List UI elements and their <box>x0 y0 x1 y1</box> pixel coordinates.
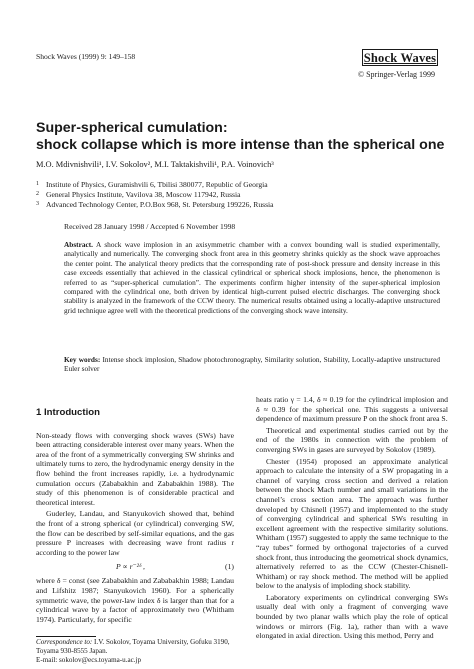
paragraph: Guderley, Landau, and Stanyukovich showed that, behind the front of a strong spherical (or cylindrical) converging SW, the flow can be described by self-similar equations, and the gas pressure P increases with decreasing wave front radius r according to the power law <box>36 509 234 557</box>
affiliation-number: 3 <box>36 201 39 207</box>
affiliation-number: 1 <box>36 181 39 187</box>
keywords <box>64 355 440 374</box>
correspondence-email: E-mail: sokolov@ecs.toyama-u.ac.jp <box>36 656 142 664</box>
received-dates: Received 28 January 1998 / Accepted 6 November 1998 <box>64 222 236 231</box>
affiliation-text: General Physics Institute, Vavilova 38, Moscow 117942, Russia <box>46 190 241 199</box>
paragraph: heats ratio γ = 1.4, δ ≈ 0.19 for the cylindrical implosion and δ ≈ 0.39 for the spherical one. This suggests a universal dependence of maximum pressure P on the shock front area S. <box>256 395 448 424</box>
affiliation-number: 2 <box>36 191 39 197</box>
affiliation-text: Institute of Physics, Guramishvili 6, Tbilisi 380077, Republic of Georgia <box>46 180 268 189</box>
journal-logo: Shock Waves <box>363 51 437 65</box>
paragraph: Chester (1954) proposed an approximate analytical approach to calculate the intensity of a SW propagating in a channel of varying cross section and derived a relation between the shock Mach number and small variations in the channel’s cross section area. The approach was further developed by Chisnell (1957) and implemented to the study of converging cylindrical and spherical SWs resulting in excellent agreement with the respective similarity solutions. Whitham (1957) suggested to apply the same technique to the “ray tubes” formed by orthogonal trajectories of a curved shock front, thus introducing the geometrical shock dynamics, alternatively referred to as the CCW (Chester-Chisnell-Whitham) or ray shock method. The method will be applied below to the analysis of imploding shock stability. <box>256 456 448 591</box>
affiliation-3 <box>36 200 274 210</box>
equation-1 <box>36 560 234 572</box>
correspondence-label: Correspondence to: <box>36 638 93 646</box>
abstract-text: A shock wave implosion in an axisymmetric chamber with a convex bounding wall is studied experimentally, analytically and numerically. The converging shock front area in this geometry shrinks quickly as the shock wave approaches the center point. The analytical theory predicts that the corresponding rate of post-shock pressure and density increase in this case exceeds essentially that achieved in the classical cylindrical or spherical shock implosions, hence, the phenomenon is referred to as “super-spherical cumulation”. The experiments confirm higher intensity of the super-spherical implosion compared with the cylindrical one, both driven by identical high-current pulsed electric discharges. The converging shock stability is analyzed in the framework of the CCW theory. The numerical results obtained using a locally-adaptive unstructured grid technique agree well with the theoretical predictions of the converging shock wave intensity. <box>64 240 440 315</box>
affiliation-1 <box>36 180 274 190</box>
paragraph: where δ = const (see Zababakhin and Zababakhin 1988; Landau and Lifshitz 1987; Stanyukovich 1960). For a spherically symmetric wave, the power-law index δ is larger than that for a cylindrical wave by a factor of approximately two (Whitham 1974). Particularly, for specific <box>36 576 234 624</box>
correspondence-text: I.V. Sokolov, Toyama University, Gofuku 3190, Toyama 930-8555 Japan. <box>36 638 230 655</box>
footnote-rule <box>36 636 96 637</box>
title-line-2: shock collapse which is more intense than the spherical one <box>36 137 445 153</box>
right-column <box>256 395 448 643</box>
author-list: M.O. Mdivnishvili¹, I.V. Sokolov², M.I. Taktakishvili¹, P.A. Voinovich³ <box>36 160 274 169</box>
paper-title <box>36 120 446 154</box>
affiliation-text: Advanced Technology Center, P.O.Box 968, St. Petersburg 199226, Russia <box>46 200 274 209</box>
paragraph: Theoretical and experimental studies carried out by the end of the 1980s in connection with the problem of converging SWs in gases are surveyed by Sokolov (1989). <box>256 425 448 454</box>
equation-body: P ∝ r⁻²ᵟ , <box>116 561 145 571</box>
correspondence-footnote <box>36 638 234 665</box>
keywords-label: Key words: <box>64 355 101 364</box>
keywords-text: Intense shock implosion, Shadow photochronography, Similarity solution, Stability, Locally-adaptive unstructured Euler solver <box>64 355 440 374</box>
left-column <box>36 408 234 626</box>
equation-number: (1) <box>225 561 234 571</box>
journal-citation: Shock Waves (1999) 9: 149–158 <box>36 52 136 61</box>
section-heading: 1 Introduction <box>36 407 100 418</box>
paragraph: Non-steady flows with converging shock waves (SWs) have been attracting considerable interest over many years. When the area of the front of a symmetrically converging SW shrinks and ultimately turns to zero, the hydrodynamic energy density in the flow behind the front increases rapidly, i.e. a hydrodynamic cumulation occurs (Zababakhin and Zababakhin 1988). The study of this phenomenon is of considerable practical and theoretical interest. <box>36 430 234 507</box>
affiliations <box>36 180 274 210</box>
affiliation-2 <box>36 190 274 200</box>
paragraph: Laboratory experiments on cylindrical converging SWs usually deal with only a fragment of converging wave bounded by two planar walls which play the role of optical windows or mirrors (Fig. 1a), rather than with a wave elongated in axial direction. Using this method, Perry and <box>256 592 448 641</box>
abstract <box>64 240 440 315</box>
publisher-copyright: © Springer-Verlag 1999 <box>358 70 436 79</box>
abstract-label: Abstract. <box>64 240 93 249</box>
title-line-1: Super-spherical cumulation: <box>36 120 228 136</box>
